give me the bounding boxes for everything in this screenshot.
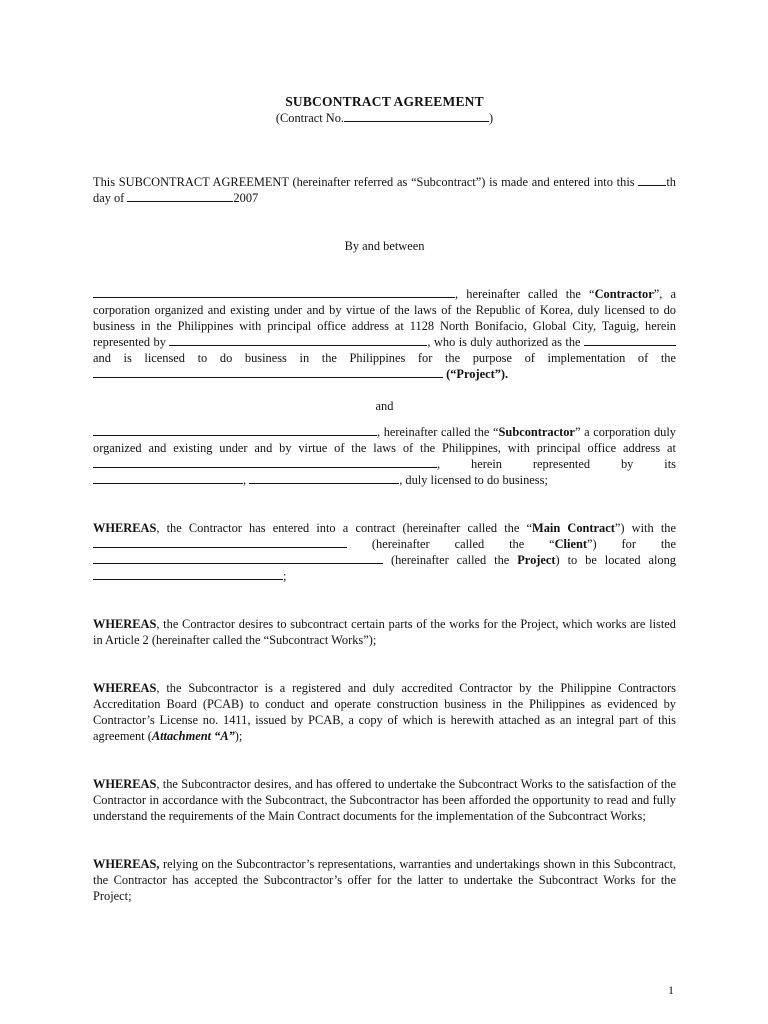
subcontractor-paragraph: , hereinafter called the “Subcontractor” a corporation duly organized and existing under and by virtue of the laws of the Philippines, with principal office address at , herein represented by its , , duly licensed to do business; (93, 425, 676, 487)
page-number: 1 (668, 983, 674, 997)
contractor-paragraph: , hereinafter called the “Contractor”, a corporation organized and existing under and by virtue of the laws of the Republic of Korea, duly licensed to do business in the Philippines with principal office address at 1128 North Bonifacio, Global City, Taguig, herein represented by , who is duly authorized as the and is licensed to do business in the Philippines for the purpose of implementation of the (“Project”). (93, 287, 676, 381)
day-blank (638, 174, 666, 186)
rep-name-blank (93, 472, 243, 484)
intro-paragraph: This SUBCONTRACT AGREEMENT (hereinafter referred as “Subcontract”) is made and entered into this th day of 2007 (93, 175, 676, 205)
project-name-blank (93, 552, 383, 564)
position-blank (584, 334, 676, 346)
address-blank (93, 456, 437, 468)
contractor-name-blank (93, 286, 455, 298)
by-and-between: By and between (344, 239, 425, 253)
rep-position-blank (249, 472, 399, 484)
whereas-pcab: WHEREAS, the Subcontractor is a registered and duly accredited Contractor by the Philippine Contractors Accreditation Board (PCAB) to conduct and operate construction business in the Philippines as evidenced by Contractor’s License no. 1411, issued by PCAB, a copy of which is herewith attached as an integral part of this agreement (Attachment “A”); (93, 681, 676, 743)
contract-number-label: (Contract No. (275, 111, 344, 125)
whereas-acceptance: WHEREAS, relying on the Subcontractor’s representations, warranties and undertakings shown in this Subcontract, the Contractor has accepted the Subcontractor’s offer for the latter to undertake the Subcontract Works for the Project; (93, 857, 676, 903)
whereas-offer: WHEREAS, the Subcontractor desires, and has offered to undertake the Subcontract Works to the satisfaction of the Contractor in accordance with the Subcontract, the Subcontractor has been afforded the opportunity to read and fully understand the requirements of the Main Contract documents for the implementation of the Subcontract Works; (93, 777, 676, 823)
whereas-main-contract: WHEREAS, the Contractor has entered into a contract (hereinafter called the “Main Contract”) with the (hereinafter called the “Client”) for the (hereinafter called the Project) to be located along ; (93, 521, 676, 583)
and-label: and (375, 399, 394, 413)
representative-blank (169, 334, 427, 346)
document-title: SUBCONTRACT AGREEMENT (285, 94, 484, 109)
whereas-subcontract-works: WHEREAS, the Contractor desires to subcontract certain parts of the works for the Project, which works are listed in Article 2 (hereinafter called the “Subcontract Works”); (93, 617, 676, 647)
location-blank (93, 568, 283, 580)
subcontractor-name-blank (93, 424, 377, 436)
month-blank (127, 190, 233, 202)
project-blank (93, 366, 443, 378)
contract-number-blank (344, 110, 489, 122)
client-blank (93, 536, 347, 548)
contract-number-line: (Contract No. ) (275, 111, 494, 125)
document-page (93, 94, 676, 904)
